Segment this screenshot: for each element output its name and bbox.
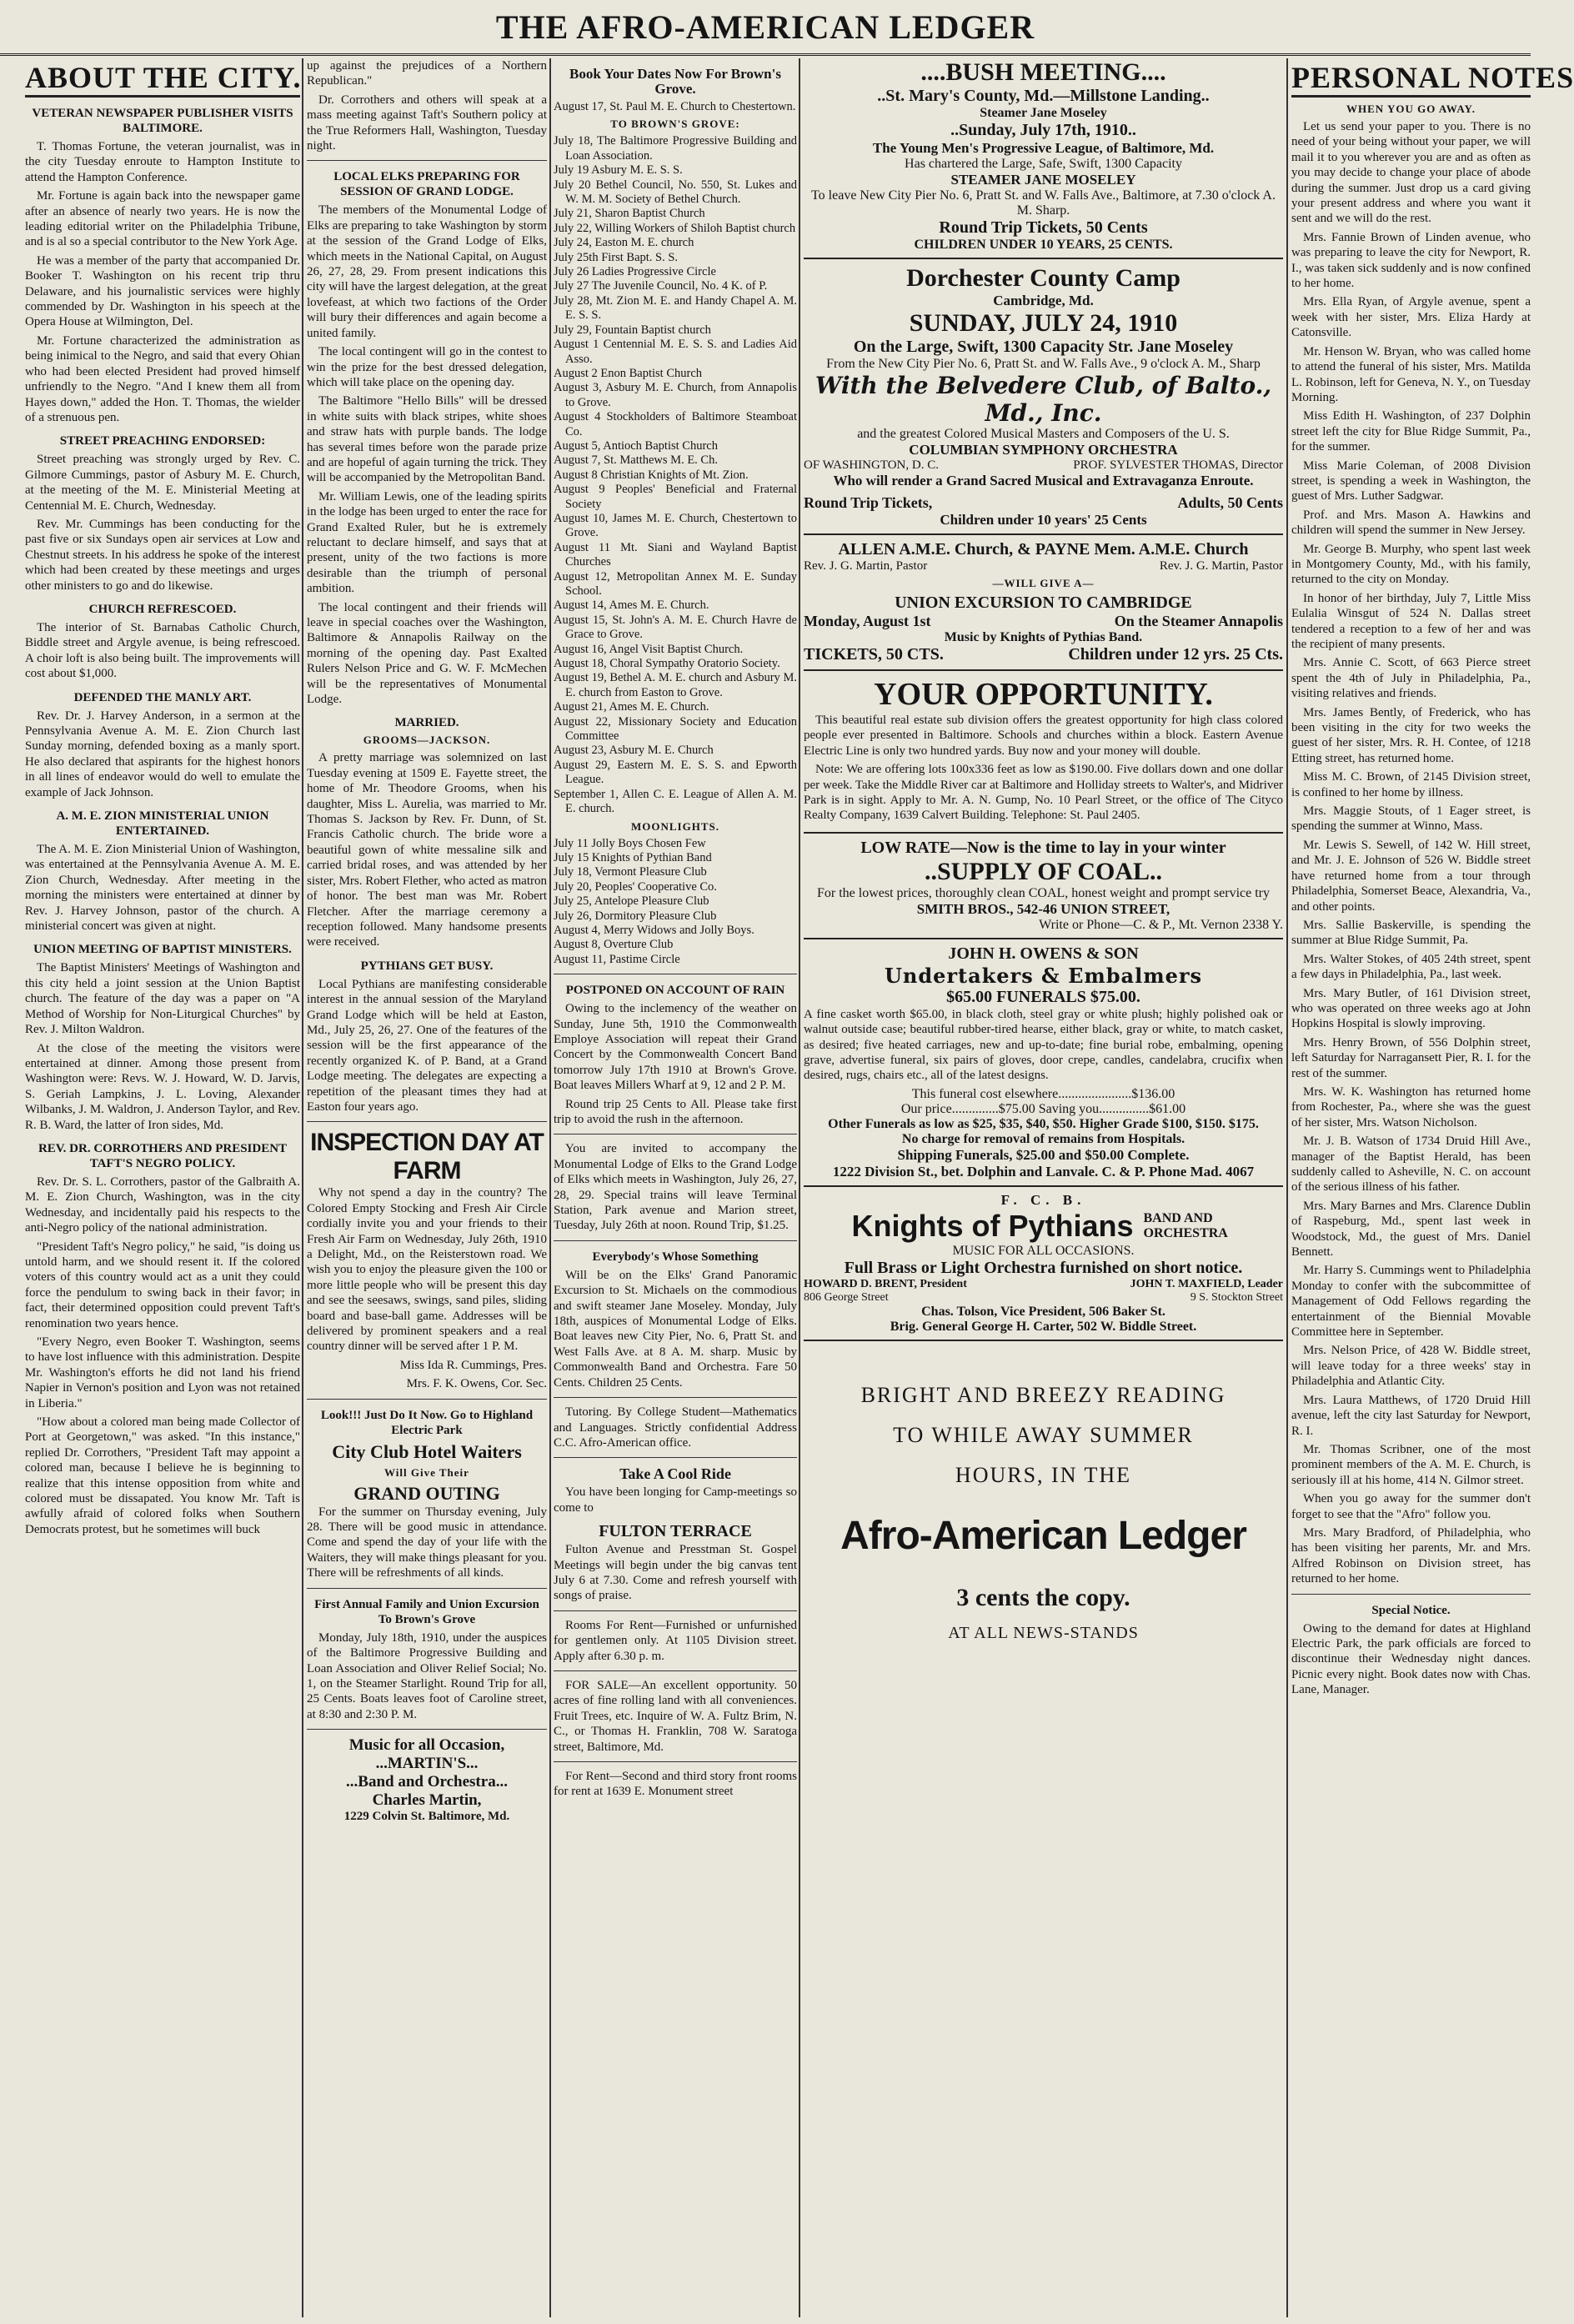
list-item: August 18, Choral Sympathy Oratorio Society. (554, 657, 780, 671)
list-item: September 1, Allen C. E. League of Allen A. M. E. church. (554, 787, 797, 816)
list-item: August 23, Asbury M. E. Church (554, 744, 714, 758)
list-item: August 16, Angel Visit Baptist Church. (554, 642, 744, 656)
list-item: August 11, Pastime Circle (554, 952, 680, 966)
ad-text: TICKETS, 50 CTS. (804, 645, 944, 664)
ad-text: Rev. J. G. Martin, Pastor (804, 559, 928, 573)
ad-subhead: F. C. B. (1000, 1191, 1086, 1208)
undertaker-ad (804, 944, 1283, 1187)
list-item: Mr. Lewis S. Sewell, of 142 W. Hill street, and Mr. J. E. Johnson of 526 W. Biddle street have returned home from a tour through Philadelphia, Somerset Beace, Alexandria, Va., and other points. (1291, 838, 1531, 914)
promo-line: TO WHILE AWAY SUMMER (893, 1422, 1194, 1447)
list-item: Mr. J. B. Watson of 1734 Druid Hill Ave., manager of the Baptist Herald, has been suddenly called to Asheville, N. C. on account of the serious illness of his father. (1291, 1134, 1531, 1195)
ad-address: 1229 Colvin St. Baltimore, Md. (343, 1810, 510, 1824)
list-item: August 10, James M. E. Church, Chestertown to Grove. (554, 511, 797, 540)
list-item: August 2 Enon Baptist Church (554, 366, 703, 380)
divider (554, 1397, 797, 1398)
article-paragraph: Will be on the Elks' Grand Panoramic Excursion to St. Michaels on the commodious and swift steamer Jane Moseley. Monday, July 18th, auspices of Monumental Lodge of Elks. Boat leaves new City Pier, No. 6, Pratt St. and West Falls Ave. at 8 A. M. sharp. Music by Commonwealth Band and Orchestra. Fare 50 Cents. Children 25 Cents. (554, 1268, 797, 1390)
ad-headline: UNION EXCURSION TO CAMBRIDGE (895, 594, 1192, 612)
divider (554, 1761, 797, 1762)
article-paragraph: Dr. Corrothers and others will speak at a mass meeting against Taft's Southern policy at the True Reformers Hall, Washington, Tuesday night. (307, 93, 547, 153)
list-item: August 4, Merry Widows and Jolly Boys. (554, 923, 754, 937)
list-item: Mr. George B. Murphy, who spent last week in Montgomery County, Md., with his family, returned to the city on Monday. (1291, 542, 1531, 587)
ad-headline: YOUR OPPORTUNITY. (874, 677, 1213, 712)
ad-headline: Dorchester County Camp (906, 264, 1180, 292)
column-advertisements (804, 58, 1283, 2317)
article-paragraph: The members of the Monumental Lodge of Elks are preparing to take Washington by storm at the session of the Grand Lodge of Elks, which meets in the National Capital, on August 26, 27, 28, 29. From present indications this city will have the largest delegation, at the great lovefeast, at which two factions of the Order will bury their differences and again become a united family. (307, 203, 547, 340)
list-item: Mr. Thomas Scribner, one of the most prominent members of the A. M. E. Church, is seriously ill at his home, 414 N. Gilmor street. (1291, 1442, 1531, 1487)
coal-ad (804, 839, 1283, 939)
ad-paragraph: A fine casket worth $65.00, in black cloth, steel gray or white plush; highly polished oak or walnut outside case; beautiful rubber-tired hearse, either black, gray or white, to match casket, as desired; five heated carriages, new and up-to-date; fine burial robe, embalming, opening grave, advertise funeral, six pairs of gloves, door crepe, candles, candelabra, crucifix when desired, rugs, chairs etc., all of the latest designs. (804, 1007, 1283, 1083)
ad-headline: COLUMBIAN SYMPHONY ORCHESTRA (909, 442, 1178, 458)
ad-headline: ..St. Mary's County, Md.—Millstone Landing.. (877, 87, 1210, 105)
ad-text: Has chartered the Large, Safe, Swift, 1300 Capacity (905, 157, 1182, 171)
article-paragraph: The Baptist Ministers' Meetings of Washington and this city held a joint session at the Union Baptist church. The feature of the day was a paper on "A Method of Worship for Non-Liturgical Churches" by Rev. J. Milton Waldron. (25, 961, 300, 1037)
list-item: Mr. Henson W. Bryan, who was called home to attend the funeral of his sister, Mrs. Matilda L. Robinson, left for Geneva, N. Y., on Tuesday Morning. (1291, 344, 1531, 404)
ad-headline: The Young Men's Progressive League, of Baltimore, Md. (872, 140, 1215, 156)
list-item: July 15 Knights of Pythian Band (554, 850, 712, 864)
list-item: Miss Marie Coleman, of 2008 Division street, is spending a week in Washington, the guest of Mrs. Luther Sadgwar. (1291, 458, 1531, 503)
article-paragraph: The Baltimore "Hello Bills" will be dressed in white suits with black stripes, white shoes and straw hats with purple bands. The lodge has several times before won the parade prize and are hopeful of again turning the trick. They will be accompanied by the Metropolitan Band. (307, 394, 547, 485)
classified-ad: FOR SALE—An excellent opportunity. 50 acres of fine rolling land with all conveniences. Fruit Trees, etc. Inquire of W. A. Fultz Brim, N. C., or Thomas H. Franklin, 708 W. Saratoga street, Baltimore, Md. (554, 1678, 797, 1754)
list-item: In honor of her birthday, July 7, Little Miss Eulalia Winsgut of 524 N. Dallas street tendered a reception to a few of her and was the recipient of many presents. (1291, 591, 1531, 651)
article-headline: VETERAN NEWSPAPER PUBLISHER VISITS BALTIMORE. (32, 107, 293, 135)
list-item: August 11 Mt. Siani and Wayland Baptist Churches (554, 540, 797, 569)
ad-headline: ..Sunday, July 17th, 1910.. (950, 121, 1136, 139)
ad-text: 806 George Street (804, 1290, 889, 1304)
list-item: Prof. and Mrs. Mason A. Hawkins and children will spend the summer in New Jersey. (1291, 508, 1531, 538)
list-item: August 1 Centennial M. E. S. S. and Ladies Aid Asso. (554, 338, 797, 366)
article-headline: UNION MEETING OF BAPTIST MINISTERS. (33, 943, 292, 957)
ad-text: On the Steamer Annapolis (1114, 613, 1283, 629)
article-paragraph: Mr. Fortune is again back into the newspaper game after an absence of nearly two years. He is now the leading editorial writer on the Philadelphia Tribune, and is al so a special contributor to the New York Age. (25, 189, 300, 249)
divider (554, 1457, 797, 1458)
list-item: August 8, Overture Club (554, 938, 674, 952)
article-paragraph: The interior of St. Barnabas Catholic Church, Biddle street and Argyle avenue, is being refrescoed. A choir loft is also being built. The improvements will cost about $1,000. (25, 620, 300, 681)
column-rule (1286, 58, 1288, 2317)
ad-row (804, 1209, 1283, 1244)
list-item: August 17, St. Paul M. E. Church to Chestertown. (554, 100, 796, 113)
knights-of-pythians-ad (804, 1192, 1283, 1341)
list-item: Mrs. Nelson Price, of 428 W. Biddle street, will leave today for a three weeks' stay in Philadelphia and Atlantic City. (1291, 1344, 1531, 1389)
ad-row (804, 494, 1283, 512)
promo-title: Afro-American Ledger (840, 1513, 1246, 1558)
article-paragraph: Owing to the demand for dates at Highland Electric Park, the park officials are forced to discontinue their Wednesday night dances. Picnic every night. Book dates now with Chas. Lane, Manager. (1291, 1621, 1531, 1697)
list-item: July 20, Peoples' Cooperative Co. (554, 879, 717, 894)
article-headline: LOCAL ELKS PREPARING FOR SESSION OF GRAND LODGE. (333, 170, 520, 199)
list-item: July 27 The Juvenile Council, No. 4 K. of P. (554, 279, 768, 293)
article-headline: PYTHIANS GET BUSY. (360, 959, 494, 973)
article-headline: INSPECTION DAY AT FARM (310, 1129, 544, 1185)
list-item: Mrs. Henry Brown, of 556 Dolphin street, left Saturday for Narragansett Pier, R. I. for the rest of the summer. (1291, 1035, 1531, 1080)
list-item: July 18, Vermont Pleasure Club (554, 865, 707, 879)
article-headline: Book Your Dates Now For Brown's Grove. (569, 66, 781, 97)
column-three (554, 58, 797, 2317)
article-paragraph: Fulton Avenue and Presstman St. Gospel Meetings will begin under the big canvas tent July 6 at 7.30. Come and refresh yourself with songs of praise. (554, 1543, 797, 1603)
ad-text: PROF. SYLVESTER THOMAS, Director (1073, 458, 1283, 472)
article-headline: FULTON TERRACE (599, 1522, 752, 1541)
list-item: August 19, Bethel A. M. E. church and Asbury M. E. church from Easton to Grove. (554, 671, 797, 699)
ad-headline: ...Band and Orchestra... (346, 1773, 508, 1791)
article-paragraph: Mr. William Lewis, one of the leading spirits in the lodge has been urged to enter the race for Grand Exalted Ruler, but he is extremely reluctant to declare himself, and says that at present, unity of the two factions is more desirable than the triumph of personal ambition. (307, 489, 547, 596)
ad-paragraph: Note: We are offering lots 100x336 feet as low as $190.00. Five dollars down and one dollar per week. Take the Middle River car at Baltimore and Holliday streets to Walter's, and Midriver Park is in sight. Apply to Mr. A. N. Gump, No. 10 Pearl Street, or the office of The Cityco Realty Company, 1639 Calvert Building. Telephone: St. Paul 2405. (804, 763, 1283, 823)
ledger-promo (804, 1383, 1283, 1643)
ad-text: Music by Knights of Pythias Band. (944, 630, 1143, 644)
article-paragraph: Rev. Dr. J. Harvey Anderson, in a sermon at the Pennsylvania Avenue A. M. E. Zion Church last Sunday morning, defended boxing as a manly sport. He also declared that aspirants for the highest honors in all lines of endeavor would do well to emulate the example of Jack Johnson. (25, 709, 300, 799)
ad-row (804, 613, 1283, 630)
article-paragraph: Owing to the inclemency of the weather on Sunday, June 5th, 1910 the Commonwealth Employe Association will repeat their Grand Concert by the Commonwealth Concert Band tomorrow July 17th 1910 at Brown's Grove. Boat leaves Millers Wharf at 9, 12 and 2 P. M. (554, 1002, 797, 1093)
divider (307, 1121, 547, 1122)
divider (307, 1729, 547, 1730)
ad-headline: ....BUSH MEETING.... (920, 58, 1166, 86)
article-paragraph: "President Taft's Negro policy," he said, "is doing us untold harm, and we should resent it. If the colored voters of this country would act as a unit they could force the pendulum to swing back in their favor; in fact, their determined opposition could prevent Taft's renomination two years hence. (25, 1240, 300, 1330)
article-headline: POSTPONED ON ACCOUNT OF RAIN (565, 984, 785, 998)
masthead-title: THE AFRO-AMERICAN LEDGER (495, 8, 1035, 46)
list-item: Mrs. Mary Butler, of 161 Division street, who was operated on three weeks ago at John Hopkins Hospital is slowly improving. (1291, 986, 1531, 1031)
article-paragraph: T. Thomas Fortune, the veteran journalist, was in the city Tuesday enroute to Hampton Institute to attend the Hampton Conference. (25, 140, 300, 184)
ad-paragraph: For the summer on Thursday evening, July 28. There will be good music in attendance. Come and spend the day of your life with the Waiters, they will make things pleasant for you. There will be refreshments of all kinds. (307, 1505, 547, 1580)
list-item: July 26, Dormitory Pleasure Club (554, 909, 717, 923)
list-item: Mrs. James Bently, of Frederick, who has been visiting in the city for two weeks the guest of her sister, Mrs. R. H. Contee, of 1218 Etting street, has returned home. (1291, 705, 1531, 765)
divider (554, 1240, 797, 1241)
ad-row (804, 458, 1283, 473)
list-item: Mrs. Sallie Baskerville, is spending the summer at Blue Ridge Summit, Pa. (1291, 918, 1531, 948)
article-headline: CHURCH REFRESCOED. (88, 602, 237, 616)
article-paragraph: He was a member of the party that accompanied Dr. Booker T. Washington on his recent trip thru Delaware, and his journalistic services were highly commended by Dr. Washington in his speech at the Opera House at Wilmington, Del. (25, 253, 300, 329)
ad-text: Adults, 50 Cents (1177, 494, 1283, 511)
list-item: July 25th First Bapt. S. S. (554, 250, 679, 264)
ad-row (804, 1291, 1283, 1305)
article-paragraph: Street preaching was strongly urged by Rev. C. Gilmore Cummings, pastor of Asbury M. E. Church, at the meeting of the M. E. Ministerial Meeting at Centennial M. E. Church, Wednesday. (25, 453, 300, 513)
list-item: Mrs. Mary Bradford, of Philadelphia, who has been visiting her parents, Mr. and Mrs. Alfred Robinson on Division street, has returned to her home. (1291, 1525, 1531, 1586)
ad-text: MUSIC FOR ALL OCCASIONS. (952, 1243, 1135, 1258)
column-personal-notes (1291, 58, 1574, 2317)
list-item: August 9 Peoples' Beneficial and Fraternal Society (554, 483, 797, 511)
article-paragraph: "How about a colored man being made Collector of Port at Georgetown," was asked. "In this instance," replied Dr. Corrothers, "President Taft may appoint a colored man, because I believe he is beginning to realize that this intense opposition from white and colored must be dissapated. You know Mr. Taft is awfully afraid of colored folks when Southern Democrats protest, but he sometimes will buck (25, 1415, 300, 1536)
divider (554, 1610, 797, 1611)
masthead (0, 0, 1531, 56)
ad-text: Other Funerals as low as $25, $35, $40, $50. Higher Grade $100, $150. $175. (828, 1116, 1259, 1131)
list-item: July 24, Easton M. E. church (554, 236, 694, 250)
ad-headline: $65.00 FUNERALS $75.00. (946, 987, 1140, 1006)
ad-subhead: CHILDREN UNDER 10 YEARS, 25 CENTS. (914, 238, 1173, 252)
article-paragraph: At the close of the meeting the visitors were entertained at dinner. Among those present from Washington were: Revs. W. J. Howard, W. D. Jarvis, S. Geriah Lampkins, J. L. Loving, Alexander Wilbanks, J. M. Waldron, J. Anderson Taylor, and Rev. R. B. Ward, the latter of Iron sides, Md. (25, 1041, 300, 1132)
personal-notes-list (1291, 230, 1531, 1587)
list-subhead: TO BROWN'S GROVE: (610, 118, 740, 131)
list-item: August 4 Stockholders of Baltimore Steamboat Co. (554, 410, 797, 438)
ad-headline: ..SUPPLY OF COAL.. (924, 857, 1163, 885)
bush-meeting-ad (804, 58, 1283, 259)
dates-list (554, 134, 797, 816)
list-item: Mrs. Maggie Stouts, of 1 Eager street, is spending the summer at Winno, Mass. (1291, 804, 1531, 834)
article-paragraph: Why not spend a day in the country? The Colored Empty Stocking and Fresh Air Circle cordially invite you and your friends to their Fresh Air Farm on Wednesday, July 26th, 1910 a Delight, Md., on the Reisterstown road. We wish you to enjoy the pleasure given the 100 or more little people who will be present this day and see the seesaws, swings, sand piles, sliding board and base-ball game. Addresses will be delivered by prominent speakers and a real country dinner will be served after 1 P. M. (307, 1186, 547, 1354)
article-headline: Everybody's Whose Something (592, 1250, 759, 1264)
ad-headline: SMITH BROS., 542-46 UNION STREET, (916, 900, 1170, 917)
classified-ad: Tutoring. By College Student—Mathematics and Languages. Strictly confidential Address C.C. Afro-American office. (554, 1405, 797, 1450)
ad-text: From the New City Pier No. 6, Pratt St. and W. Falls Ave., 9 o'clock A. M., Sharp (826, 357, 1261, 371)
ad-headline: ALLEN A.M.E. Church, & PAYNE Mem. A.M.E. Church (838, 540, 1249, 558)
article-paragraph: The local contingent and their friends will leave in special coaches over the Washington, Baltimore & Annapolis Railway on the morning of the opening day. Past Exalted Rulers Nelson Price and G. W. F. McMechen will be the representatives of Monumental Lodge. (307, 600, 547, 707)
article-paragraph: Let us send your paper to you. There is no need of your being without your paper, we will mail it to you wherever you are and as often as you may decide to change your place of abode during the summer. Just drop us a card giving your present address and where you want it sent and we will do the rest. (1291, 120, 1531, 226)
dorchester-camp-ad (804, 264, 1283, 535)
list-item: July 20 Bethel Council, No. 550, St. Lukes and W. M. M. Society of Bethel Church. (554, 178, 797, 207)
list-item: Mrs. Laura Matthews, of 1720 Druid Hill avenue, left the city last Saturday for Newport, R. I. (1291, 1393, 1531, 1438)
column-two (307, 58, 547, 2317)
article-headline: STREET PREACHING ENDORSED: (59, 434, 266, 448)
ad-row (804, 1278, 1283, 1291)
column-title: PERSONAL NOTES (1291, 60, 1531, 98)
ad-headline: Who will render a Grand Sacred Musical and Extravaganza Enroute. (833, 473, 1254, 488)
ad-headline: ...MARTIN'S... (375, 1755, 479, 1773)
ad-text: Round Trip Tickets, (804, 494, 933, 511)
real-estate-ad (804, 676, 1283, 834)
ad-headline: GRAND OUTING (353, 1482, 500, 1504)
ad-text: OF WASHINGTON, D. C. (804, 458, 939, 472)
signature: Miss Ida R. Cummings, Pres. (399, 1358, 547, 1372)
ad-paragraph: Monday, July 18th, 1910, under the auspices of the Baltimore Progressive Building and Loan Association and Oliver Relief Social; No. 1, on the Steamer Starlight. Round Trip for all, 25 Cents. Boats leaves foot of Caroline street, at 8:30 and 2:30 P. M. (307, 1630, 547, 1721)
ad-headline: City Club Hotel Waiters (332, 1440, 522, 1462)
article-headline: Special Notice. (1371, 1603, 1451, 1617)
ad-subhead: Will Give Their (384, 1465, 469, 1479)
list-item: Mrs. Walter Stokes, of 405 24th street, spent a few days in Philadelphia, Pa., last week. (1291, 952, 1531, 982)
divider (307, 160, 547, 161)
ad-text: Rev. J. G. Martin, Pastor (1159, 559, 1283, 573)
list-item: When you go away for the summer don't forget to see that the "Afro" follow you. (1291, 1492, 1531, 1521)
ad-text: This funeral cost elsewhere......................$136.00 (911, 1086, 1175, 1101)
column-rule (302, 58, 303, 2317)
ad-paragraph: This beautiful real estate sub division offers the greatest opportunity for high class colored people ever presented in Baltimore. Schools and churches within a block. Eastern Avenue Electric Line is only two hundred yards. Buy now and your money will double. (804, 714, 1283, 758)
ad-headline: With the Belvedere Club, of Balto., Md., Inc. (815, 372, 1272, 427)
ad-text: Chas. Tolson, Vice President, 506 Baker St. (921, 1304, 1165, 1319)
ad-subhead: —WILL GIVE A— (992, 577, 1095, 589)
list-item: Mrs. W. K. Washington has returned home from Rochester, Pa., where she was the guest of her sister, Mrs. Watson Nicholson. (1291, 1084, 1531, 1129)
ad-headline: LOW RATE—Now is the time to lay in your winter (860, 838, 1226, 857)
ad-headline: First Annual Family and Union Excursion To Brown's Grove (314, 1597, 539, 1626)
list-item: August 12, Metropolitan Annex M. E. Sunday School. (554, 569, 797, 598)
ad-text: Shipping Funerals, $25.00 and $50.00 Complete. (897, 1146, 1190, 1163)
promo-line: HOURS, IN THE (955, 1462, 1132, 1487)
list-item: July 25, Antelope Pleasure Club (554, 894, 709, 909)
article-paragraph: You are invited to accompany the Monumental Lodge of Elks to the Grand Lodge of Elks which meets in Washington, July 26, 27, 28, 29. Special trains will leave Terminal Station, Park avenue and Marion street, Tuesday, July 26th at noon. Round Trip, $1.25. (554, 1142, 797, 1233)
list-item: Mrs. Fannie Brown of Linden avenue, who was preparing to leave the city for Newport, R. I., was taken sick suddenly and is now confined to her home. (1291, 230, 1531, 291)
list-item: Mrs. Annie C. Scott, of 663 Pierce street spent the 4th of July in Philadelphia, Pa., visiting relatives and friends. (1291, 656, 1531, 701)
column-title: ABOUT THE CITY. (25, 60, 300, 98)
list-item: July 18, The Baltimore Progressive Building and Loan Association. (554, 134, 797, 163)
classified-ad: Rooms For Rent—Furnished or unfurnished for gentlemen only. At 1105 Division street. Apply after 6.30 p. m. (554, 1618, 797, 1663)
ad-text: Brig. General George H. Carter, 502 W. Biddle Street. (890, 1319, 1197, 1334)
allen-church-ad (804, 540, 1283, 671)
article-headline: A. M. E. ZION MINISTERIAL UNION ENTERTAINED. (56, 809, 269, 839)
list-subhead: MOONLIGHTS. (631, 819, 719, 833)
list-item: Mrs. Mary Barnes and Mrs. Clarence Dublin of Raspeburg, Md., spent last week in Woodstock, Md., the guest of Mrs. Daniel Bennett. (1291, 1199, 1531, 1260)
article-paragraph: Local Pythians are manifesting considerable interest in the annual session of the Maryland Grand Lodge which will be held at Easton, Md., July 25, 26, 27. One of the features of the session will be the first appearance of the recently organized K. of P. Band, at a Grand Lodge meeting. The delegates are expecting a repetition of the pleasant times they had at Easton four years ago. (307, 977, 547, 1114)
ad-text: Children under 10 years' 25 Cents (940, 512, 1147, 528)
list-item: August 5, Antioch Baptist Church (554, 438, 718, 453)
list-item: July 22, Willing Workers of Shiloh Baptist church (554, 221, 796, 235)
column-rule (799, 58, 800, 2317)
article-paragraph: Rev. Dr. S. L. Corrothers, pastor of the Galbraith A. M. E. Zion Church, Washington, was in the city Wednesday, and incidentally paid his respects to the anti-Negro policy of the national administration. (25, 1175, 300, 1235)
list-item: August 29, Eastern M. E. S. S. and Epworth League. (554, 758, 797, 787)
ad-text: For the lowest prices, thoroughly clean COAL, honest weight and prompt service try (817, 885, 1270, 900)
divider (307, 1588, 547, 1589)
ad-subhead: BAND AND ORCHESTRA (1143, 1210, 1228, 1240)
divider (307, 1399, 547, 1400)
classified-ad: For Rent—Second and third story front rooms for rent at 1639 E. Monument street (554, 1770, 797, 1799)
ad-headline: Look!!! Just Do It Now. Go to Highland Electric Park (320, 1408, 534, 1437)
list-item: August 21, Ames M. E. Church. (554, 700, 709, 714)
article-paragraph: A pretty marriage was solemnized on last Tuesday evening at 1509 E. Fayette street, the home of Mr. Theodore Grooms, when his daughter, Miss L. Aurelia, was married to Mr. Thomas S. Jackson by Rev. Fr. Dunn, of St. Francis Catholic church. The bride wore a beautiful gown of white messaline silk and carried bridal roses, and was attended by her sister, Mrs. Robert Flether, who acted as matron of honor. The best man was Mr. Robert Fletcher. After the marriage ceremony a reception followed. Many handsome presents were received. (307, 751, 547, 949)
list-item: August 8 Christian Knights of Mt. Zion. (554, 468, 749, 482)
ad-headline: Round Trip Tickets, 50 Cents (939, 218, 1148, 237)
list-item: July 21, Sharon Baptist Church (554, 207, 705, 221)
ad-text: 9 S. Stockton Street (1190, 1290, 1283, 1304)
ad-headline: Knights of Pythians (851, 1208, 1134, 1243)
list-item: July 19 Asbury M. E. S. S. (554, 163, 683, 178)
article-paragraph: You have been longing for Camp-meetings so come to (554, 1485, 797, 1515)
list-item: August 7, St. Matthews M. E. Ch. (554, 453, 718, 468)
list-item: August 15, St. John's A. M. E. Church Havre de Grace to Grove. (554, 613, 797, 642)
article-paragraph: "Every Negro, even Booker T. Washington, seems to have lost influence with this administration. Despite Mr. Washington's efforts he did not land his friend Napier in Vernon's position and Lyon was not retained in Liberia." (25, 1335, 300, 1410)
list-item: Mrs. Ella Ryan, of Argyle avenue, spent a week with her sister, Mrs. Eliza Hardy at Catonsville. (1291, 295, 1531, 340)
divider (554, 1670, 797, 1671)
list-item: Mr. Harry S. Cummings went to Philadelphia Monday to confer with the subcommittee of Management of Odd Fellows regarding the entertainment of the Biennial Movable Committee here in September. (1291, 1264, 1531, 1340)
article-subhead: GROOMS—JACKSON. (363, 734, 491, 747)
list-item: August 22, Missionary Society and Education Committee (554, 714, 797, 744)
article-headline: MARRIED. (394, 716, 459, 730)
list-item: July 28, Mt. Zion M. E. and Handy Chapel A. M. E. S. S. (554, 293, 797, 323)
signature: Mrs. F. K. Owens, Cor. Sec. (406, 1377, 547, 1391)
ad-headline: Music for all Occasion, (348, 1736, 505, 1755)
moonlights-list (554, 837, 797, 968)
promo-line: BRIGHT AND BREEZY READING (860, 1382, 1226, 1407)
list-item: July 11 Jolly Boys Chosen Few (554, 836, 706, 850)
ad-headline: Undertakers & Embalmers (884, 963, 1203, 988)
article-subhead: WHEN YOU GO AWAY. (1346, 103, 1476, 115)
article-paragraph: The A. M. E. Zion Ministerial Union of Washington, was entertained at the Pennsylvania Avenue A. M. E. Zion Church, Wednesday. After meeting in the morning the ministers were entertained at dinner by Rev. J. Harvey Johnson, pastor of the church. A ministerial concert was given at night. (25, 843, 300, 934)
ad-text: Our price..............$75.00 Saving you...............$61.00 (900, 1101, 1186, 1116)
ad-text: JOHN T. MAXFIELD, Leader (1130, 1277, 1283, 1290)
divider (1291, 1594, 1531, 1595)
promo-line: AT ALL NEWS-STANDS (948, 1623, 1139, 1642)
article-headline: Take A Cool Ride (619, 1465, 731, 1483)
ad-text: To leave New City Pier No. 6, Pratt St. and W. Falls Ave., Baltimore, at 7.30 o'clock A. M. Sharp. (811, 188, 1276, 218)
article-paragraph: Rev. Mr. Cummings has been conducting for the past five or six Sundays open air services at Low and Chestnut streets. In his address he spoke of the interest which had been created by these meetings and urges other ministers to go and do likewise. (25, 517, 300, 593)
ad-headline: STEAMER JANE MOSELEY (950, 172, 1136, 188)
ad-headline: Charles Martin, (372, 1791, 482, 1810)
ad-headline: SUNDAY, JULY 24, 1910 (909, 309, 1178, 337)
ad-headline: Full Brass or Light Orchestra furnished on short notice. (844, 1258, 1243, 1277)
ad-text: HOWARD D. BRENT, President (804, 1277, 967, 1290)
article-paragraph: The local contingent will go in the contest to win the prize for the best dressed delegation, which will take place on the opening day. (307, 345, 547, 389)
ad-subhead: Steamer Jane Moseley (980, 106, 1107, 120)
list-item: Miss Edith H. Washington, of 237 Dolphin street left the city for Blue Ridge Summit, Pa., for the summer. (1291, 409, 1531, 454)
ad-row (804, 645, 1283, 664)
list-item: August 3, Asbury M. E. Church, from Annapolis to Grove. (554, 381, 797, 409)
list-item: Miss M. C. Brown, of 2145 Division street, is confined to her home by illness. (1291, 770, 1531, 799)
ad-text: Write or Phone—C. & P., Mt. Vernon 2338 Y. (1039, 917, 1283, 932)
list-item: August 14, Ames M. E. Church. (554, 599, 709, 613)
ad-row (804, 559, 1283, 573)
article-headline: DEFENDED THE MANLY ART. (73, 690, 252, 704)
article-headline: REV. DR. CORROTHERS AND PRESIDENT TAFT'S NEGRO POLICY. (38, 1141, 288, 1170)
list-item: July 29, Fountain Baptist church (554, 323, 711, 337)
list-item: July 26 Ladies Progressive Circle (554, 265, 716, 279)
ad-text: and the greatest Colored Musical Masters and Composers of the U. S. (857, 427, 1230, 441)
ad-subhead: Cambridge, Md. (993, 293, 1094, 308)
ad-address: 1222 Division St., bet. Dolphin and Lanvale. C. & P. Phone Mad. 4067 (832, 1163, 1255, 1180)
column-about-the-city (25, 58, 300, 2317)
ad-headline: JOHN H. OWENS & SON (948, 944, 1139, 963)
article-paragraph: Mr. Fortune characterized the administration as being inimical to the Negro, and said that every Ohian who had been elected President had proved himself unfriendly to the Negro. "And I knew them all from Hayes down," added the Hon. T. Thomas, the wielder of a strenuous pen. (25, 333, 300, 424)
article-paragraph: up against the prejudices of a Northern Republican." (307, 59, 547, 88)
article-paragraph: Round trip 25 Cents to All. Please take first trip to avoid the rush in the afternoon. (554, 1097, 797, 1126)
promo-price: 3 cents the copy. (956, 1583, 1130, 1611)
ad-headline: On the Large, Swift, 1300 Capacity Str. Jane Moseley (853, 338, 1234, 356)
ad-text: Monday, August 1st (804, 613, 931, 629)
ad-text: Children under 12 yrs. 25 Cts. (1068, 645, 1283, 664)
ad-text: No charge for removal of remains from Hospitals. (901, 1131, 1186, 1146)
column-rule (549, 58, 551, 2317)
